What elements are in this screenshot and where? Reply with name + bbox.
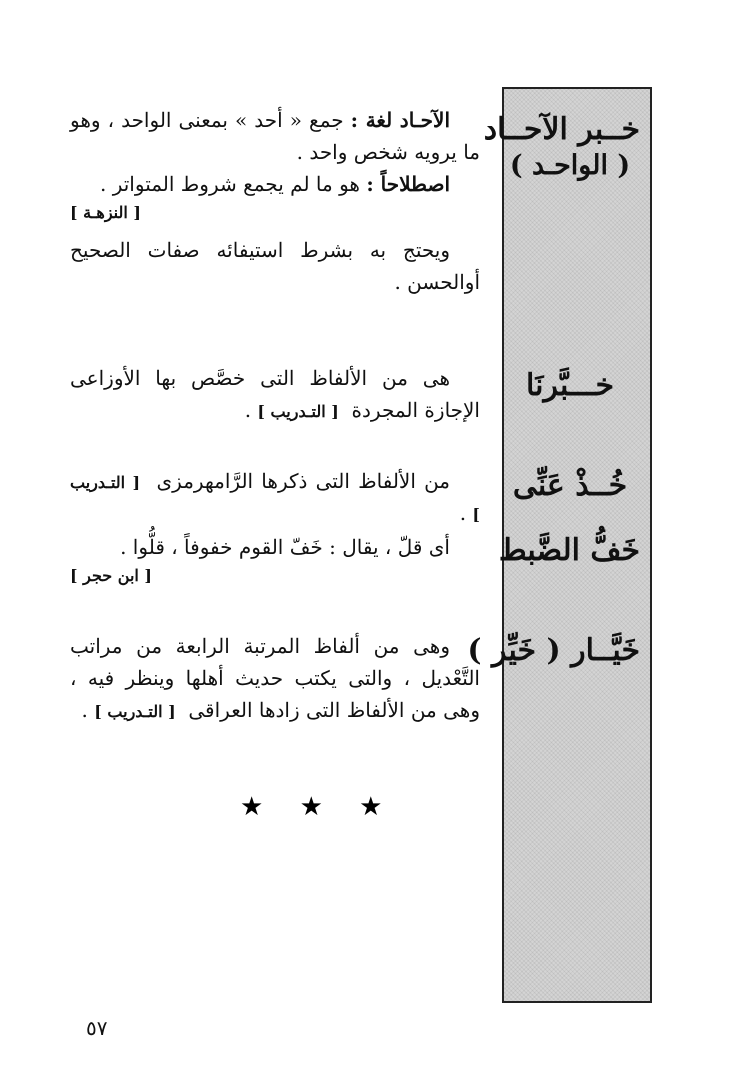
entry-1-citation: [ النزهـة ]	[70, 203, 141, 222]
term-khabar-al-ahad-main: خــبر الآحــاد	[483, 112, 640, 147]
entry-khaff-al-dabt	[70, 531, 480, 589]
entry-1-text: جمع « أحد » بمعنى الواحد ، وهو ما يرويه شخص واحد .	[70, 108, 480, 164]
term-khabar-al-ahad-sub: ( الواحـد )	[509, 149, 631, 181]
term-khaff-al-dabt: خَفُّ الضَّبط	[498, 533, 640, 568]
entry-2-para	[70, 362, 480, 426]
entry-5-text: وهى من ألفاظ المرتبة الرابعة من مراتب التَّعْديل ، والتى يكتب حديث أهلها وينظر فيه ، وهى من الألفاظ التى زادها العراقى	[70, 634, 480, 722]
entry-khudh-anni	[70, 465, 480, 529]
term-khabbarana: خـــبَّرنَا	[525, 368, 614, 403]
page-number: ٥٧	[86, 1016, 108, 1040]
entry-khabar-al-ahad	[70, 104, 480, 298]
entry-3-para	[70, 465, 480, 529]
entry-1-text-2: هو ما لم يجمع شروط المتواتر .	[99, 172, 367, 196]
term-khabar-al-ahad	[483, 111, 640, 182]
term-khayyar: خَيَّــار ( خَيِّر )	[467, 633, 640, 668]
section-separator-stars: ★ ★ ★	[240, 792, 397, 822]
term-khudh-anni: خُــذْ عَنِّى	[512, 468, 628, 503]
entry-1-lead: الآحـاد لغة :	[350, 108, 450, 132]
entry-3-end: .	[459, 501, 473, 525]
entry-2-citation: [ التـدريب ]	[257, 402, 339, 421]
entry-5-para	[70, 630, 480, 726]
entry-1-para-2	[70, 168, 480, 200]
terms-sidebar	[467, 87, 652, 1003]
entry-5-citation: [ التـدريب ]	[94, 702, 176, 721]
entry-1-para-3: ويحتج به بشرط استيفائه صفات الصحيح أوالحسن .	[70, 237, 480, 294]
entry-khabbarana	[70, 362, 480, 426]
entry-4-para: أى قلّ ، يقال : خَفّ القوم خفوفاً ، قلُّوا .	[120, 535, 450, 559]
entry-3-text: من الألفاظ التى ذكرها الرَّامهرمزى	[156, 469, 451, 493]
entry-2-end: .	[244, 398, 258, 422]
entry-5-end: .	[81, 698, 95, 722]
entry-1-lead-2: اصطلاحاً :	[366, 172, 450, 196]
entry-2-text: هى من الألفاظ التى خصَّص بها الأوزاعى الإجازة المجردة	[70, 366, 480, 422]
entry-1-para-1	[70, 104, 480, 168]
entry-3-citation: [ التـدريب ]	[70, 473, 480, 524]
entry-khayyar	[70, 630, 480, 726]
entry-4-citation: [ ابن حجر ]	[70, 566, 152, 585]
